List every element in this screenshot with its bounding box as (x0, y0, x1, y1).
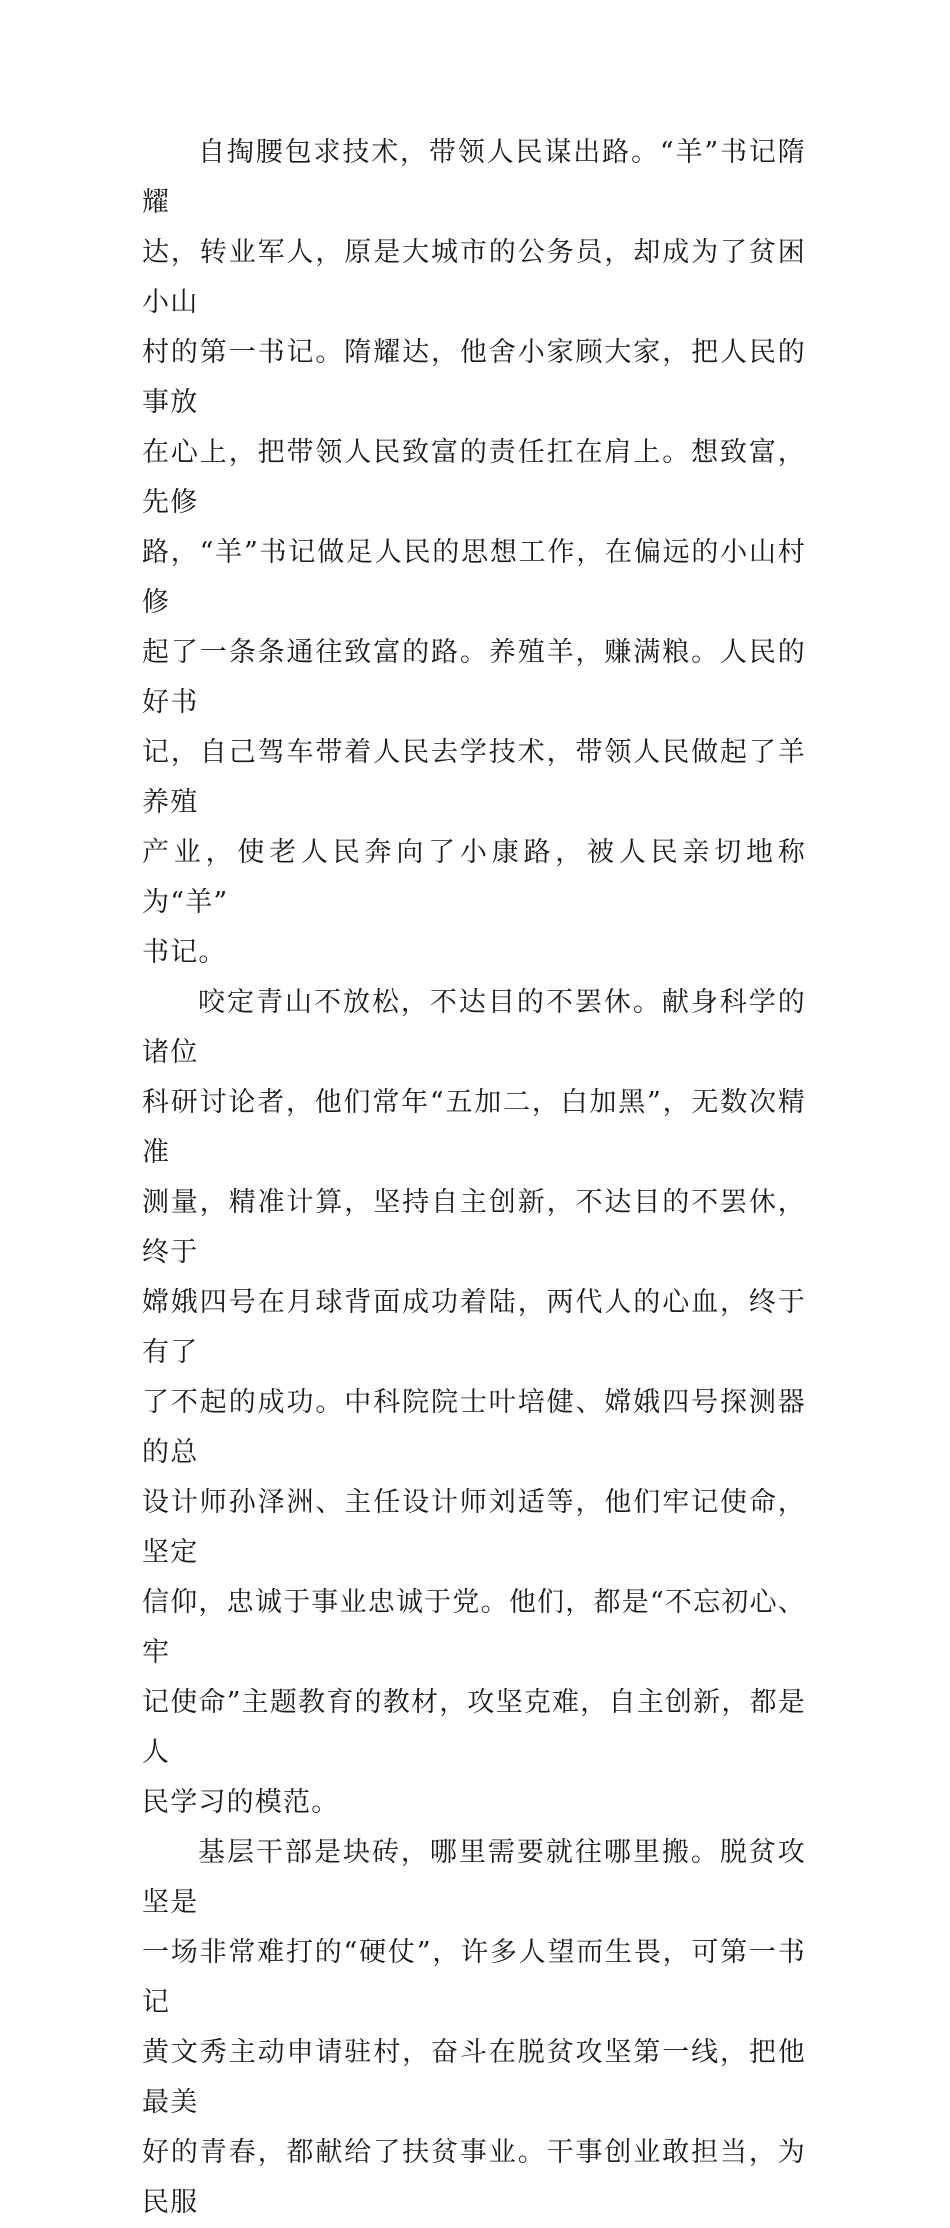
paragraph-2: 咬定青山不放松，不达目的不罢休。献身科学的诸位 科研讨论者，他们常年“五加二，白加黑”，无数次精准 测量，精准计算，坚持自主创新，不达目的不罢休，终于 嫦娥四号在月球背面成功着陆，两代人的心血，终于有了 了不起的成功。中科院院士叶培健、嫦娥四号探测器的总 设计师孙泽洲、主任设计师刘适等，他们牢记使命，坚定 信仰，忠诚于事业忠诚于党。他们，都是“不忘初心、牢 记使命”主题教育的教材，攻坚克难，自主创新，都是人 民学习的模范。 (142, 987, 806, 1818)
document-body (142, 128, 806, 2228)
paragraph-3: 基层干部是块砖，哪里需要就往哪里搬。脱贫攻坚是 一场非常难打的“硬仗”，许多人望而生畏，可第一书记 黄文秀主动申请驻村，奋斗在脱贫攻坚第一线，把他最美 好的青春，都献给了扶贫事业。干事创业敢担当，为民服 (142, 1837, 806, 2218)
paragraph-1: 自掏腰包求技术，带领人民谋出路。“羊”书记隋耀 达，转业军人，原是大城市的公务员，却成为了贫困小山 村的第一书记。隋耀达，他舍小家顾大家，把人民的事放 在心上，把带领人民致富的责任扛在肩上。想致富，先修 路，“羊”书记做足人民的思想工作，在偏远的小山村修 起了一条条通往致富的路。养殖羊，赚满粮。人民的好书 记，自己驾车带着人民去学技术，带领人民做起了羊养殖 产业，使老人民奔向了小康路，被人民亲切地称为“羊” 书记。 (142, 137, 806, 968)
